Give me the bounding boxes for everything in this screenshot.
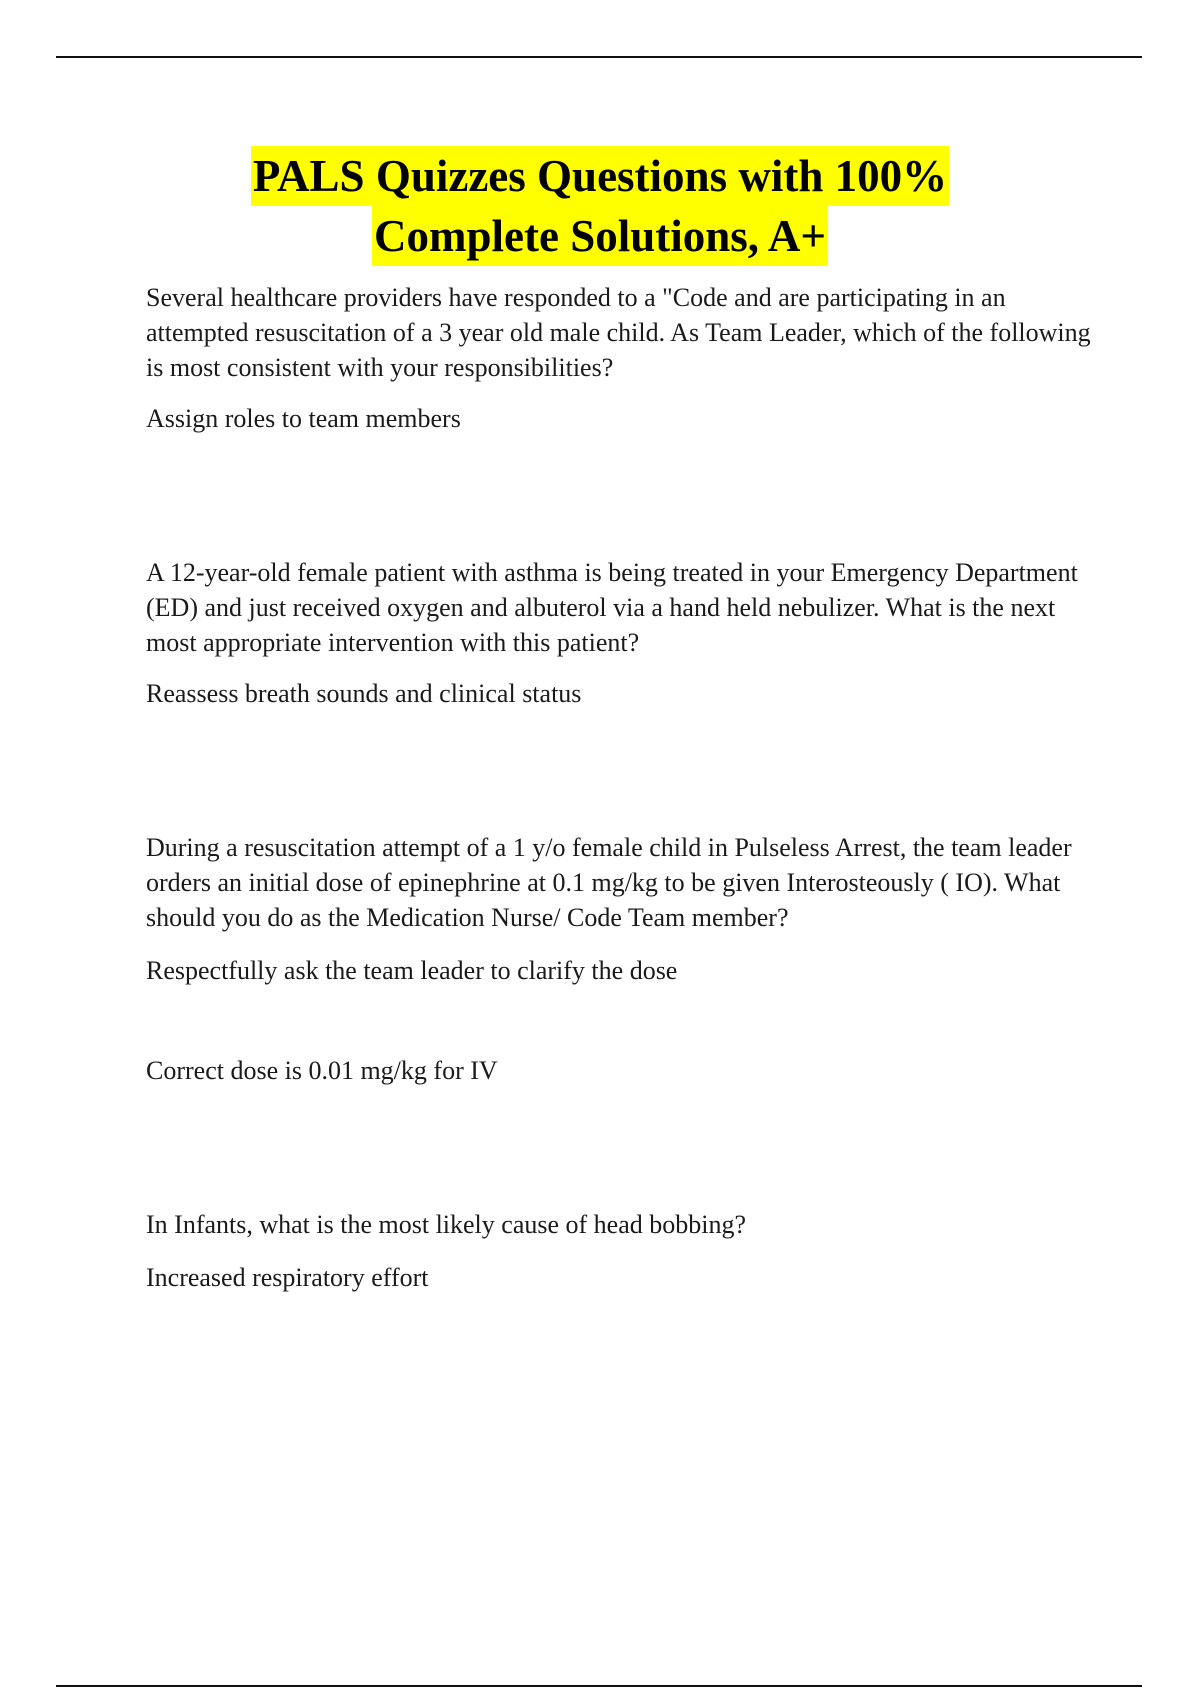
answer-3: Respectfully ask the team leader to clarify the dose xyxy=(146,956,678,985)
question-4: In Infants, what is the most likely cause of head bobbing? xyxy=(146,1210,747,1239)
question-2: A 12-year-old female patient with asthma is being treated in your Emergency Department (ED) and just received oxygen and albuterol via a hand held nebulizer. What is the next most appropriate intervention with this patient? xyxy=(146,558,1078,657)
title-line-2: Complete Solutions, A+ xyxy=(372,206,828,266)
title-line-1: PALS Quizzes Questions with 100% xyxy=(251,146,949,206)
document-title xyxy=(0,146,1200,266)
bottom-rule xyxy=(56,1685,1142,1687)
answer-2: Reassess breath sounds and clinical status xyxy=(146,679,582,708)
question-3: During a resuscitation attempt of a 1 y/o female child in Pulseless Arrest, the team leader orders an initial dose of epinephrine at 0.1 mg/kg to be given Interosteously ( IO). What should you do as the Medication Nurse/ Code Team member? xyxy=(146,833,1072,932)
answer-1: Assign roles to team members xyxy=(146,404,461,433)
top-rule xyxy=(56,56,1142,58)
answer-3-note: Correct dose is 0.01 mg/kg for IV xyxy=(146,1056,498,1085)
question-1: Several healthcare providers have responded to a "Code and are participating in an attempted resuscitation of a 3 year old male child. As Team Leader, which of the following is most consistent with your responsibilities? xyxy=(146,283,1091,382)
answer-4: Increased respiratory effort xyxy=(146,1263,429,1292)
